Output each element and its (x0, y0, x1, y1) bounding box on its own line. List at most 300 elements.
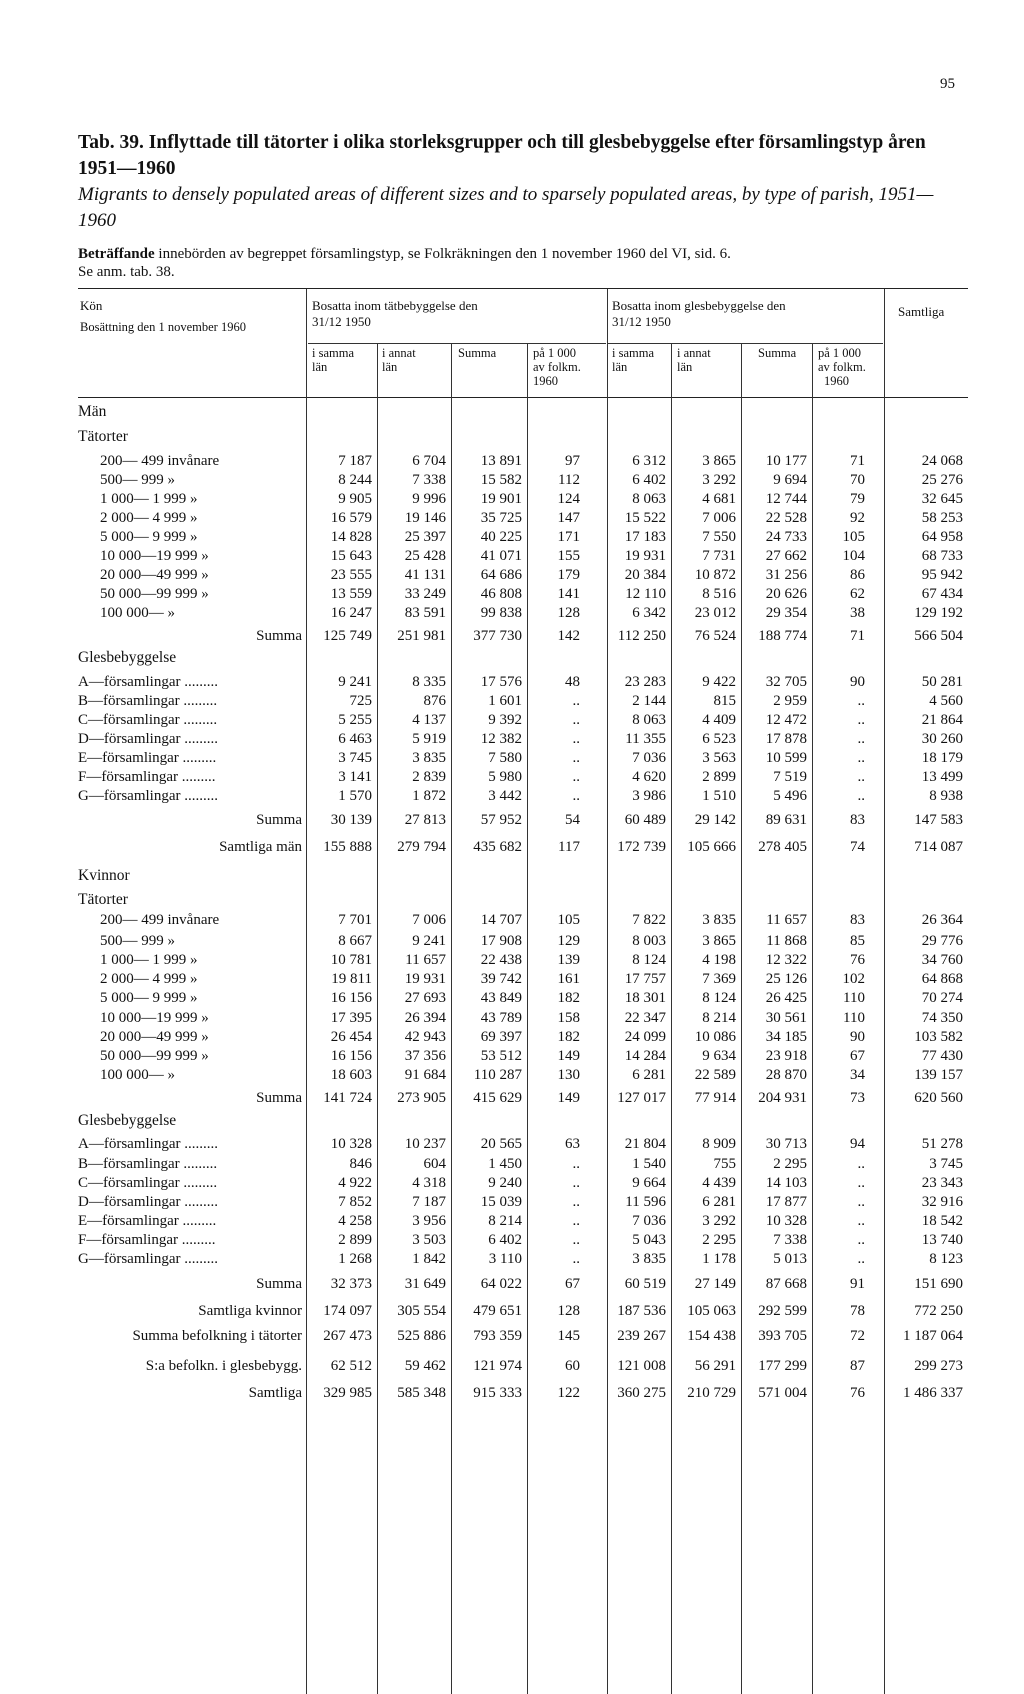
table-cell: 4 409 (702, 712, 736, 728)
table-cell: 60 489 (624, 812, 666, 828)
table-cell: 67 (565, 1276, 580, 1292)
header-g1-iannat-lan: län (382, 360, 398, 374)
table-cell: 12 110 (625, 586, 666, 602)
table-cell: 128 (557, 1303, 580, 1319)
table-cell: 18 542 (921, 1213, 963, 1229)
table-cell: 37 356 (404, 1048, 446, 1064)
table-cell: 8 214 (702, 1010, 736, 1026)
table-cell: 3 503 (412, 1232, 446, 1248)
table-cell: 158 (557, 1010, 580, 1026)
table-cell: .. (572, 1251, 580, 1267)
table-cell: 7 731 (702, 548, 736, 564)
table-cell: 5 980 (488, 769, 522, 785)
table-cell: 1 570 (338, 788, 372, 804)
table-cell: 8 003 (632, 933, 666, 949)
table-cell: 6 704 (412, 453, 446, 469)
table-row (0, 1250, 1024, 1268)
header-g1-isamma: i samma (312, 346, 355, 360)
table-row (0, 528, 1024, 546)
row-label: Summa (256, 1090, 302, 1106)
table-cell: 15 582 (480, 472, 522, 488)
table-cell: 24 068 (921, 453, 963, 469)
row-label: 5 000— 9 999 » (100, 529, 198, 545)
table-cell: 77 914 (694, 1090, 736, 1106)
table-cell: 161 (557, 971, 580, 987)
table-cell: 2 959 (773, 693, 807, 709)
table-cell: 77 430 (921, 1048, 963, 1064)
table-cell: .. (857, 712, 865, 728)
table-cell: 204 931 (758, 1090, 807, 1106)
row-label: Kvinnor (78, 867, 130, 884)
table-cell: 110 (843, 990, 865, 1006)
table-cell: 69 397 (480, 1029, 522, 1045)
table-cell: 177 299 (758, 1358, 807, 1374)
table-cell: 1 601 (488, 693, 522, 709)
table-cell: 67 434 (921, 586, 963, 602)
table-cell: 7 580 (488, 750, 522, 766)
table-cell: 8 124 (702, 990, 736, 1006)
table-cell: 29 142 (694, 812, 736, 828)
table-cell: 30 139 (330, 812, 372, 828)
table-cell: 91 684 (404, 1067, 446, 1083)
table-cell: 5 043 (632, 1232, 666, 1248)
table-cell: 32 373 (330, 1276, 372, 1292)
table-row (0, 627, 1024, 645)
table-cell: 7 822 (632, 912, 666, 928)
table-cell: 179 (557, 567, 580, 583)
table-cell: 3 141 (338, 769, 372, 785)
table-cell: 58 253 (921, 510, 963, 526)
table-cell: 20 384 (624, 567, 666, 583)
table-row (0, 490, 1024, 508)
table-row (0, 730, 1024, 748)
table-row (0, 1155, 1024, 1173)
table-cell: .. (572, 788, 580, 804)
table-cell: 5 013 (773, 1251, 807, 1267)
table-cell: 2 899 (338, 1232, 372, 1248)
table-row (0, 838, 1024, 856)
table-row (0, 673, 1024, 691)
table-cell: 604 (423, 1156, 446, 1172)
table-cell: 26 454 (330, 1029, 372, 1045)
table-cell: 71 (850, 453, 865, 469)
row-label: Samtliga kvinnor (198, 1303, 302, 1319)
table-cell: 3 835 (632, 1251, 666, 1267)
table-cell: 76 524 (694, 628, 736, 644)
table-cell: 99 838 (480, 605, 522, 621)
table-cell: 38 (850, 605, 865, 621)
row-label: 10 000—19 999 » (100, 548, 209, 564)
table-cell: 415 629 (473, 1090, 522, 1106)
table-row (0, 1135, 1024, 1153)
header-g1-per1000-c: 1960 (533, 374, 558, 388)
table-cell: 876 (423, 693, 446, 709)
row-label: 100 000— » (100, 605, 175, 621)
table-cell: 30 561 (765, 1010, 807, 1026)
table-cell: 329 985 (323, 1385, 372, 1401)
table-cell: 130 (557, 1067, 580, 1083)
table-cell: 155 888 (323, 839, 372, 855)
table-cell: 17 757 (624, 971, 666, 987)
table-cell: 1 450 (488, 1156, 522, 1172)
header-bosattning: Bosättning den 1 november 1960 (80, 320, 246, 334)
table-cell: 105 666 (687, 839, 736, 855)
table-cell: 3 956 (412, 1213, 446, 1229)
table-cell: 4 922 (338, 1175, 372, 1191)
row-label: A—församlingar ......... (78, 1136, 218, 1152)
table-cell: 377 730 (473, 628, 522, 644)
table-cell: 435 682 (473, 839, 522, 855)
table-cell: 145 (557, 1328, 580, 1344)
table-cell: 9 634 (702, 1048, 736, 1064)
header-g2-iannat-lan: län (677, 360, 693, 374)
table-cell: 30 713 (765, 1136, 807, 1152)
table-cell: 139 157 (914, 1067, 963, 1083)
row-label: Tätorter (78, 428, 128, 445)
row-label: C—församlingar ......... (78, 1175, 218, 1191)
table-cell: 1 510 (702, 788, 736, 804)
table-cell: 147 (557, 510, 580, 526)
row-label: E—församlingar ......... (78, 1213, 217, 1229)
table-cell: 85 (850, 933, 865, 949)
table-cell: 78 (850, 1303, 865, 1319)
table-cell: 72 (850, 1328, 865, 1344)
row-label: Samtliga (248, 1385, 302, 1401)
page-number: 95 (940, 76, 955, 92)
table-cell: 18 603 (330, 1067, 372, 1083)
table-cell: .. (857, 1232, 865, 1248)
table-cell: 34 185 (765, 1029, 807, 1045)
table-cell: 104 (842, 548, 865, 564)
table-cell: 1 872 (412, 788, 446, 804)
table-cell: 41 131 (404, 567, 446, 583)
note-text: innebörden av begreppet församlingstyp, se Folkräkningen den 1 november 1960 del VI, sid. 6. (154, 246, 731, 262)
table-cell: 3 292 (702, 1213, 736, 1229)
table-cell: 125 749 (323, 628, 372, 644)
row-label: Summa (256, 1276, 302, 1292)
table-cell: 87 (850, 1358, 865, 1374)
table-cell: 7 369 (702, 971, 736, 987)
table-cell: 86 (850, 567, 865, 583)
table-cell: 16 156 (330, 1048, 372, 1064)
table-row (0, 649, 1024, 667)
table-row (0, 604, 1024, 622)
table-cell: 25 276 (921, 472, 963, 488)
table-cell: 4 137 (412, 712, 446, 728)
table-row (0, 1174, 1024, 1192)
table-cell: 19 901 (480, 491, 522, 507)
table-cell: 28 870 (765, 1067, 807, 1083)
table-cell: 105 063 (687, 1303, 736, 1319)
row-label: 10 000—19 999 » (100, 1010, 209, 1026)
header-g2-isamma-lan: län (612, 360, 628, 374)
table-cell: 11 596 (625, 1194, 666, 1210)
table-cell: .. (572, 1156, 580, 1172)
table-cell: 9 392 (488, 712, 522, 728)
table-cell: 360 275 (617, 1385, 666, 1401)
row-label: Summa (256, 812, 302, 828)
table-cell: 18 301 (624, 990, 666, 1006)
table-cell: 112 (558, 472, 580, 488)
table-cell: 11 355 (625, 731, 666, 747)
table-row (0, 566, 1024, 584)
table-cell: 210 729 (687, 1385, 736, 1401)
header-kon: Kön (80, 298, 103, 313)
table-cell: 22 347 (624, 1010, 666, 1026)
table-cell: 187 536 (617, 1303, 666, 1319)
table-cell: 2 295 (702, 1232, 736, 1248)
table-row (0, 1047, 1024, 1065)
table-cell: 9 664 (632, 1175, 666, 1191)
row-label: 500— 999 » (100, 933, 175, 949)
table-cell: 74 350 (921, 1010, 963, 1026)
table-cell: 17 878 (765, 731, 807, 747)
header-g2-iannat: i annat (677, 346, 711, 360)
table-cell: 32 645 (921, 491, 963, 507)
table-cell: 6 342 (632, 605, 666, 621)
table-cell: 21 804 (624, 1136, 666, 1152)
table-cell: .. (857, 1175, 865, 1191)
table-cell: .. (572, 712, 580, 728)
table-cell: 14 707 (480, 912, 522, 928)
table-cell: 174 097 (323, 1303, 372, 1319)
table-row (0, 547, 1024, 565)
table-cell: .. (857, 769, 865, 785)
table-cell: 129 (557, 933, 580, 949)
table-cell: 7 338 (412, 472, 446, 488)
table-cell: .. (572, 1175, 580, 1191)
table-cell: 59 462 (404, 1358, 446, 1374)
row-label: 20 000—49 999 » (100, 567, 209, 583)
table-cell: 22 589 (694, 1067, 736, 1083)
table-cell: 585 348 (397, 1385, 446, 1401)
table-cell: 755 (713, 1156, 736, 1172)
table-cell: 128 (557, 605, 580, 621)
table-cell: 7 852 (338, 1194, 372, 1210)
row-label: 100 000— » (100, 1067, 175, 1083)
table-cell: 9 694 (773, 472, 807, 488)
table-row (0, 891, 1024, 909)
table-cell: 8 124 (632, 952, 666, 968)
header-group2: Bosatta inom glesbebyggelse den (612, 298, 786, 313)
table-cell: 9 422 (702, 674, 736, 690)
table-cell: 7 187 (338, 453, 372, 469)
row-label: 50 000—99 999 » (100, 586, 209, 602)
table-cell: 56 291 (694, 1358, 736, 1374)
table-cell: 20 565 (480, 1136, 522, 1152)
table-cell: 10 599 (765, 750, 807, 766)
table-cell: 62 (850, 586, 865, 602)
table-cell: 79 (850, 491, 865, 507)
table-cell: 1 486 337 (903, 1385, 963, 1401)
header-group1-date: 31/12 1950 (312, 314, 371, 329)
table-cell: 16 247 (330, 605, 372, 621)
table-cell: 68 733 (921, 548, 963, 564)
header-g1-isamma-lan: län (312, 360, 328, 374)
table-cell: 11 868 (766, 933, 807, 949)
table-cell: .. (572, 769, 580, 785)
table-cell: 60 (565, 1358, 580, 1374)
table-cell: 27 149 (694, 1276, 736, 1292)
table-cell: 5 496 (773, 788, 807, 804)
table-cell: 139 (557, 952, 580, 968)
header-g1-iannat: i annat (382, 346, 416, 360)
table-cell: 25 397 (404, 529, 446, 545)
table-cell: 171 (557, 529, 580, 545)
row-label: 1 000— 1 999 » (100, 491, 198, 507)
table-cell: 83 (850, 912, 865, 928)
table-cell: 12 744 (765, 491, 807, 507)
table-cell: 4 681 (702, 491, 736, 507)
row-label: G—församlingar ......... (78, 788, 218, 804)
table-cell: 4 258 (338, 1213, 372, 1229)
table-cell: 95 942 (921, 567, 963, 583)
table-cell: 70 (850, 472, 865, 488)
table-cell: 27 662 (765, 548, 807, 564)
row-label: 2 000— 4 999 » (100, 971, 198, 987)
table-cell: 34 (850, 1067, 865, 1083)
table-cell: 10 872 (694, 567, 736, 583)
table-cell: 8 244 (338, 472, 372, 488)
table-cell: 17 395 (330, 1010, 372, 1026)
table-cell: 64 868 (921, 971, 963, 987)
table-cell: 11 657 (405, 952, 446, 968)
table-cell: 60 519 (624, 1276, 666, 1292)
table-cell: 172 739 (617, 839, 666, 855)
table-cell: 27 693 (404, 990, 446, 1006)
table-cell: .. (572, 693, 580, 709)
table-cell: 17 576 (480, 674, 522, 690)
table-cell: 7 338 (773, 1232, 807, 1248)
table-cell: .. (572, 1194, 580, 1210)
table-cell: 239 267 (617, 1328, 666, 1344)
table-cell: 2 839 (412, 769, 446, 785)
table-cell: 8 063 (632, 712, 666, 728)
table-cell: 122 (557, 1385, 580, 1401)
row-label: Tätorter (78, 891, 128, 908)
table-cell: 3 110 (488, 1251, 522, 1267)
table-cell: 15 643 (330, 548, 372, 564)
table-cell: 17 908 (480, 933, 522, 949)
table-row (0, 1302, 1024, 1320)
row-label: D—församlingar ......... (78, 1194, 218, 1210)
table-cell: 43 849 (480, 990, 522, 1006)
table-cell: 305 554 (397, 1303, 446, 1319)
table-cell: .. (572, 1232, 580, 1248)
table-cell: 6 523 (702, 731, 736, 747)
table-cell: 3 835 (412, 750, 446, 766)
table-row (0, 585, 1024, 603)
table-cell: 63 (565, 1136, 580, 1152)
row-label: A—församlingar ......... (78, 674, 218, 690)
table-row (0, 749, 1024, 767)
table-note (78, 245, 978, 281)
table-cell: 50 281 (921, 674, 963, 690)
header-bottom-rule (78, 397, 968, 398)
table-cell: 19 931 (404, 971, 446, 987)
table-row (0, 1275, 1024, 1293)
table-cell: 5 255 (338, 712, 372, 728)
row-label: Glesbebyggelse (78, 1112, 177, 1129)
table-cell: 7 036 (632, 750, 666, 766)
note-bold-start: Beträffande (78, 246, 155, 262)
table-cell: 14 284 (624, 1048, 666, 1064)
row-label: Summa (256, 628, 302, 644)
table-row (0, 951, 1024, 969)
table-cell: .. (857, 788, 865, 804)
table-row (0, 509, 1024, 527)
table-cell: 89 631 (765, 812, 807, 828)
table-cell: 14 103 (765, 1175, 807, 1191)
table-cell: 6 463 (338, 731, 372, 747)
table-cell: 10 237 (404, 1136, 446, 1152)
table-cell: 1 187 064 (903, 1328, 963, 1344)
table-cell: 393 705 (758, 1328, 807, 1344)
table-cell: 22 528 (765, 510, 807, 526)
header-group1: Bosatta inom tätbebyggelse den (312, 298, 478, 313)
table-row (0, 932, 1024, 950)
header-g1-per1000-b: av folkm. (533, 360, 581, 374)
table-row (0, 1384, 1024, 1402)
table-cell: 147 583 (914, 812, 963, 828)
header-g1-per1000-a: på 1 000 (533, 346, 577, 360)
table-cell: 13 740 (921, 1232, 963, 1248)
table-cell: 42 943 (404, 1029, 446, 1045)
table-cell: 10 781 (330, 952, 372, 968)
table-cell: 127 017 (617, 1090, 666, 1106)
table-cell: 6 402 (488, 1232, 522, 1248)
table-cell: 7 701 (338, 912, 372, 928)
row-label: 200— 499 invånare (100, 453, 220, 469)
table-cell: 121 974 (473, 1358, 522, 1374)
table-cell: 10 328 (330, 1136, 372, 1152)
table-cell: .. (857, 750, 865, 766)
table-cell: 74 (850, 839, 865, 855)
table-cell: 105 (842, 529, 865, 545)
table-cell: 76 (850, 952, 865, 968)
table-cell: 105 (557, 912, 580, 928)
table-cell: 142 (557, 628, 580, 644)
header-g2-per1000-b: av folkm. (818, 360, 866, 374)
table-cell: 7 036 (632, 1213, 666, 1229)
table-cell: 4 198 (702, 952, 736, 968)
group2-underline (608, 343, 883, 344)
table-cell: 793 359 (473, 1328, 522, 1344)
row-label: Glesbebyggelse (78, 649, 177, 666)
table-cell: 117 (558, 839, 580, 855)
table-row (0, 403, 1024, 421)
table-cell: 54 (565, 812, 580, 828)
table-cell: 19 811 (331, 971, 372, 987)
table-row (0, 911, 1024, 929)
table-cell: 8 063 (632, 491, 666, 507)
table-cell: 7 006 (702, 510, 736, 526)
table-cell: 8 123 (929, 1251, 963, 1267)
table-row (0, 1089, 1024, 1107)
row-label: B—församlingar ......... (78, 1156, 218, 1172)
table-cell: 279 794 (397, 839, 446, 855)
table-cell: 8 516 (702, 586, 736, 602)
row-label: 200— 499 invånare (100, 912, 220, 928)
table-cell: 4 560 (929, 693, 963, 709)
table-cell: 772 250 (914, 1303, 963, 1319)
header-g2-isamma: i samma (612, 346, 655, 360)
table-row (0, 1028, 1024, 1046)
table-cell: 141 724 (323, 1090, 372, 1106)
table-cell: 41 071 (480, 548, 522, 564)
table-cell: 13 559 (330, 586, 372, 602)
row-label: 2 000— 4 999 » (100, 510, 198, 526)
